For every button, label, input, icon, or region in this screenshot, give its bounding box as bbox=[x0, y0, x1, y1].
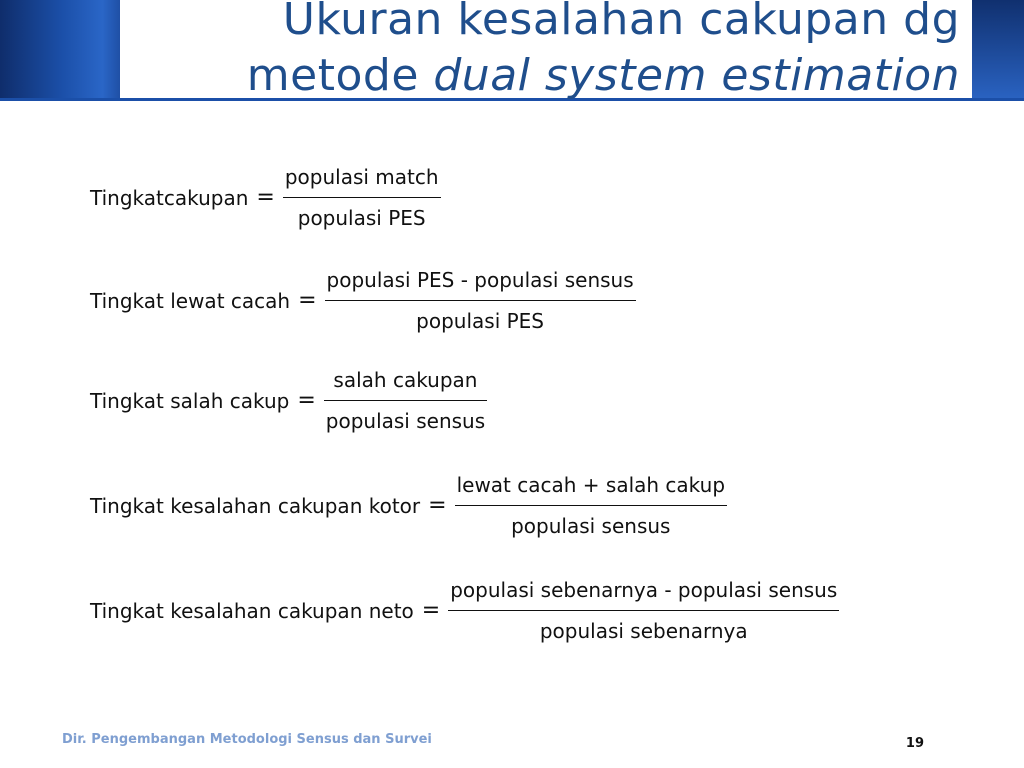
fraction-bar bbox=[283, 197, 441, 198]
equals-sign: = bbox=[256, 185, 275, 210]
denominator: populasi sebenarnya bbox=[539, 619, 748, 643]
formula-lhs: Tingkat kesalahan cakupan neto bbox=[90, 598, 414, 623]
formula-lhs: Tingkat lewat cacah bbox=[90, 288, 291, 313]
formula-tingkat-cakupan bbox=[90, 165, 441, 230]
equals-sign: = bbox=[298, 288, 317, 313]
formula-tingkat-lewat-cacah bbox=[90, 268, 636, 333]
formula-lhs: Tingkatcakupan bbox=[90, 185, 249, 210]
fraction bbox=[324, 368, 487, 433]
denominator: populasi sensus bbox=[325, 409, 486, 433]
denominator: populasi PES bbox=[297, 206, 426, 230]
header-right-stripe bbox=[972, 0, 1024, 100]
page-number: 19 bbox=[905, 736, 924, 751]
title-line-2-italic: dual system estimation bbox=[433, 50, 960, 101]
title-line-1: Ukuran kesalahan cakupan dg bbox=[282, 0, 960, 45]
denominator: populasi sensus bbox=[511, 514, 671, 538]
fraction bbox=[283, 165, 441, 230]
formula-kesalahan-cakupan-kotor bbox=[90, 473, 727, 538]
fraction bbox=[455, 473, 727, 538]
title-line-2 bbox=[140, 48, 960, 104]
formula-lhs: Tingkat salah cakup bbox=[90, 388, 290, 413]
formula-lhs: Tingkat kesalahan cakupan kotor bbox=[90, 493, 421, 518]
formula-tingkat-salah-cakup bbox=[90, 368, 487, 433]
numerator: populasi PES - populasi sensus bbox=[326, 268, 634, 292]
numerator: populasi sebenarnya - populasi sensus bbox=[450, 578, 838, 602]
numerator: lewat cacah + salah cakup bbox=[456, 473, 726, 497]
equals-sign: = bbox=[428, 493, 447, 518]
footer-organization: Dir. Pengembangan Metodologi Sensus dan Survei bbox=[62, 732, 432, 747]
fraction bbox=[448, 578, 839, 643]
fraction bbox=[325, 268, 636, 333]
fraction-bar bbox=[325, 300, 636, 301]
equals-sign: = bbox=[297, 388, 316, 413]
fraction-bar bbox=[448, 610, 839, 611]
formula-kesalahan-cakupan-neto bbox=[90, 578, 839, 643]
denominator: populasi PES bbox=[416, 309, 544, 333]
slide-title bbox=[140, 0, 960, 104]
numerator: salah cakupan bbox=[333, 368, 478, 392]
equals-sign: = bbox=[421, 598, 441, 623]
fraction-bar bbox=[455, 505, 727, 506]
title-line-2-plain: metode bbox=[246, 50, 434, 101]
numerator: populasi match bbox=[284, 165, 439, 189]
fraction-bar bbox=[324, 400, 487, 401]
